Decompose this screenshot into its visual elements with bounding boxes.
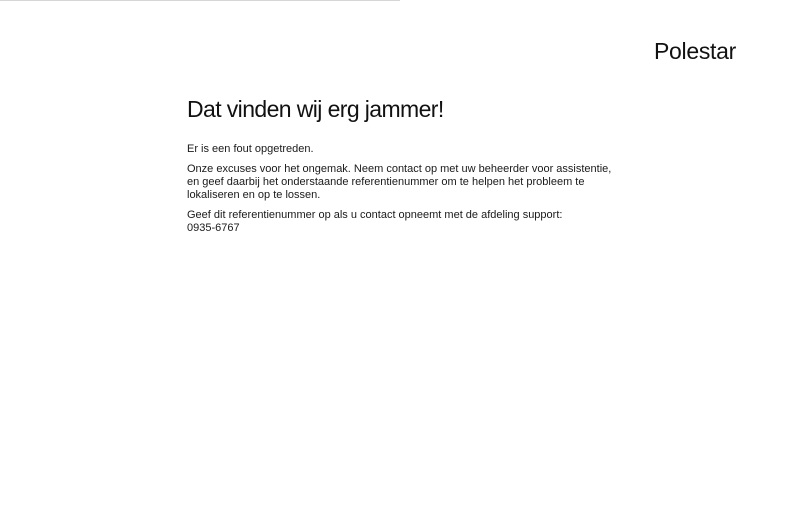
error-message: Er is een fout opgetreden. — [187, 143, 314, 155]
error-title: Dat vinden wij erg jammer! — [187, 96, 444, 122]
polestar-logo[interactable]: Polestar — [654, 38, 736, 64]
apology-text: Onze excuses voor het ongemak. Neem contact op met uw beheerder voor assistentie, en geef daarbij het onderstaande referentienummer om te helpen het probleem te lokaliseren en op te lossen. — [187, 163, 612, 201]
loading-bar — [0, 0, 400, 1]
reference-number-text: Geef dit referentienummer op als u contact opneemt met de afdeling support: 0935-6767 — [187, 209, 563, 234]
error-content — [187, 94, 612, 242]
